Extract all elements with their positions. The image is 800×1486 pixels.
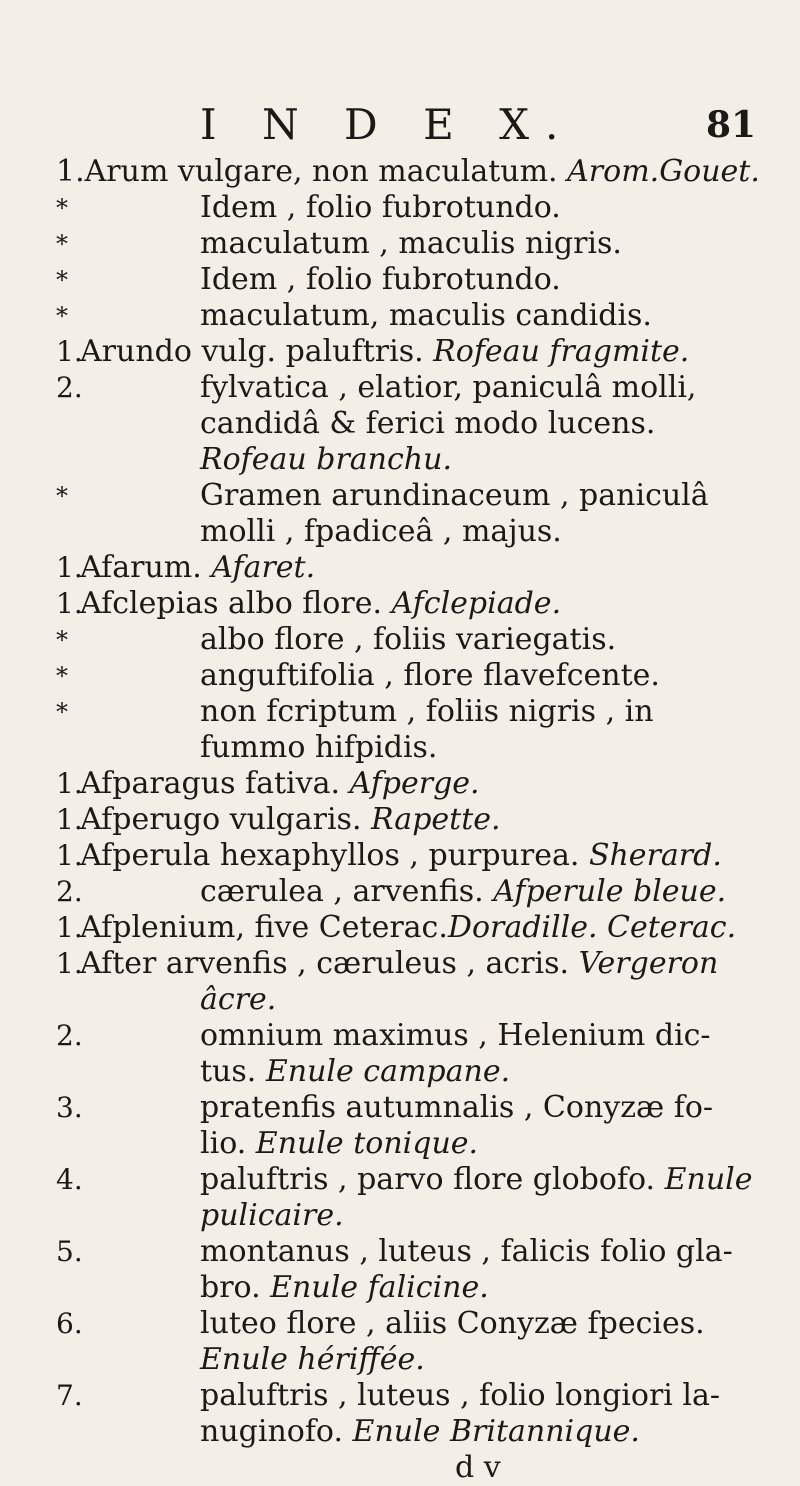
entry-text — [200, 406, 655, 442]
latin-text: luteo flore , aliis Conyzæ fpecies. — [200, 1306, 705, 1341]
index-line — [0, 622, 800, 658]
index-line — [0, 1342, 800, 1378]
latin-text: nuginofo. — [200, 1414, 353, 1449]
french-name: Enule hériffée. — [200, 1342, 425, 1377]
entry-number: 2. — [56, 875, 83, 908]
french-name: Vergeron — [578, 946, 719, 981]
page-header — [0, 100, 800, 149]
index-line — [0, 1090, 800, 1126]
entry-text — [200, 1054, 510, 1090]
entry-text — [80, 334, 689, 370]
index-line — [0, 1234, 800, 1270]
french-name: Sherard. — [588, 838, 722, 873]
latin-text: paluftris , luteus , folio longiori la- — [200, 1378, 721, 1413]
entry-text — [200, 874, 726, 910]
index-line — [0, 298, 800, 334]
entry-text — [200, 478, 709, 514]
latin-text: anguftifolia , flore flavefcente. — [200, 658, 660, 693]
entry-number: 1. — [56, 911, 83, 944]
index-line — [0, 370, 800, 406]
latin-text: paluftris , parvo flore globofo. — [200, 1162, 665, 1197]
index-line — [0, 658, 800, 694]
french-name: Doradille. Ceterac. — [447, 910, 737, 945]
entry-number: 3. — [56, 1091, 83, 1124]
entry-text — [200, 190, 561, 226]
index-line — [0, 874, 800, 910]
entry-text — [200, 658, 660, 694]
french-name: âcre. — [200, 982, 277, 1017]
entry-number: 1. — [56, 839, 83, 872]
index-line — [0, 442, 800, 478]
latin-text: montanus , luteus , falicis folio gla- — [200, 1234, 733, 1269]
latin-text: 1.Arum vulgare, non maculatum. — [56, 154, 568, 189]
asterisk-marker: * — [56, 302, 68, 330]
entry-text — [200, 262, 561, 298]
latin-text: lio. — [200, 1126, 256, 1161]
french-name: Enule falicine. — [270, 1270, 489, 1305]
latin-text: Arundo vulg. paluftris. — [80, 334, 434, 369]
index-line — [0, 730, 800, 766]
index-line — [0, 1198, 800, 1234]
latin-text: molli , fpadiceâ , majus. — [200, 514, 562, 549]
latin-text: Gramen arundinaceum , paniculâ — [200, 478, 709, 513]
index-line — [0, 1162, 800, 1198]
entry-text — [200, 298, 652, 334]
asterisk-marker: * — [56, 230, 68, 258]
entry-text — [200, 1126, 478, 1162]
index-line — [0, 1270, 800, 1306]
latin-text: After arvenfis , cæruleus , acris. — [80, 946, 579, 981]
index-line — [0, 802, 800, 838]
latin-text: maculatum, maculis candidis. — [200, 298, 652, 333]
entry-text — [200, 442, 452, 478]
entry-text — [200, 370, 696, 406]
entry-text — [80, 838, 722, 874]
entry-text — [200, 1342, 425, 1378]
index-line — [0, 1414, 800, 1450]
entry-text — [200, 226, 622, 262]
entry-number: 2. — [56, 371, 83, 404]
index-line — [0, 226, 800, 262]
asterisk-marker: * — [56, 482, 68, 510]
entry-number: 1. — [56, 335, 83, 368]
french-name: Afaret. — [211, 550, 316, 585]
index-line — [0, 154, 800, 190]
entry-text — [200, 1090, 713, 1126]
index-line — [0, 406, 800, 442]
latin-text: d v — [455, 1450, 501, 1485]
entry-text — [80, 946, 718, 982]
latin-text: Afclepias albo flore. — [80, 586, 392, 621]
index-entries — [0, 154, 800, 1486]
latin-text: omnium maximus , Helenium dic- — [200, 1018, 711, 1053]
entry-number: 5. — [56, 1235, 83, 1268]
asterisk-marker: * — [56, 698, 68, 726]
index-line — [0, 1378, 800, 1414]
entry-text — [200, 1270, 489, 1306]
latin-text: fummo hifpidis. — [200, 730, 438, 765]
index-line — [0, 1018, 800, 1054]
index-line — [0, 550, 800, 586]
entry-text — [80, 586, 561, 622]
entry-text — [200, 514, 562, 550]
entry-text — [200, 730, 437, 766]
asterisk-marker: * — [56, 626, 68, 654]
latin-text: Afplenium, five Ceterac. — [80, 910, 448, 945]
french-name: Enule — [664, 1162, 753, 1197]
entry-number: 1. — [56, 803, 83, 836]
index-line — [0, 334, 800, 370]
index-line — [0, 190, 800, 226]
entry-number: 1. — [56, 947, 83, 980]
entry-number: 7. — [56, 1379, 83, 1412]
index-line — [0, 1126, 800, 1162]
asterisk-marker: * — [56, 662, 68, 690]
latin-text: fylvatica , elatior, paniculâ molli, — [200, 370, 697, 405]
asterisk-marker: * — [56, 194, 68, 222]
latin-text: candidâ & ferici modo lucens. — [200, 406, 656, 441]
index-line — [0, 910, 800, 946]
entry-text — [200, 1306, 705, 1342]
latin-text: pratenfis autumnalis , Conyzæ fo- — [200, 1090, 714, 1125]
index-line — [0, 514, 800, 550]
entry-text — [200, 1234, 733, 1270]
latin-text: maculatum , maculis nigris. — [200, 226, 622, 261]
french-name: pulicaire. — [200, 1198, 344, 1233]
latin-text: bro. — [200, 1270, 271, 1305]
entry-text — [80, 550, 315, 586]
french-name: Afclepiade. — [391, 586, 562, 621]
entry-text — [80, 766, 480, 802]
french-name: Afperule bleue. — [493, 874, 727, 909]
latin-text: Afperula hexaphyllos , purpurea. — [80, 838, 589, 873]
latin-text: tus. — [200, 1054, 266, 1089]
entry-number: 6. — [56, 1307, 83, 1340]
index-line — [0, 262, 800, 298]
entry-text — [200, 694, 654, 730]
french-name: Rofeau fragmite. — [433, 334, 690, 369]
index-line — [0, 946, 800, 982]
index-line — [0, 1306, 800, 1342]
french-name: Enule tonique. — [255, 1126, 479, 1161]
entry-text — [200, 1018, 711, 1054]
index-line — [0, 1054, 800, 1090]
page-number: 81 — [706, 104, 757, 146]
latin-text: cærulea , arvenfis. — [200, 874, 494, 909]
french-name: Afperge. — [349, 766, 480, 801]
french-name: Enule campane. — [265, 1054, 511, 1089]
index-line — [0, 586, 800, 622]
entry-number: 4. — [56, 1163, 83, 1196]
entry-number: 2. — [56, 1019, 83, 1052]
french-name: Rofeau branchu. — [200, 442, 452, 477]
index-line — [0, 982, 800, 1018]
index-line — [0, 766, 800, 802]
entry-text — [200, 622, 616, 658]
entry-text — [200, 1414, 640, 1450]
french-name: Arom.Gouet. — [567, 154, 760, 189]
entry-text — [80, 802, 501, 838]
entry-number: 1. — [56, 767, 83, 800]
entry-text — [56, 154, 760, 190]
latin-text: Afparagus fativa. — [80, 766, 350, 801]
latin-text: albo flore , foliis variegatis. — [200, 622, 617, 657]
entry-text — [200, 1162, 753, 1198]
entry-number: 1. — [56, 551, 83, 584]
entry-number: 1. — [56, 587, 83, 620]
index-line — [0, 478, 800, 514]
entry-text — [455, 1450, 501, 1486]
entry-text — [200, 982, 276, 1018]
latin-text: non fcriptum , foliis nigris , in — [200, 694, 654, 729]
entry-text — [200, 1378, 720, 1414]
index-line — [0, 838, 800, 874]
asterisk-marker: * — [56, 266, 68, 294]
index-line — [0, 694, 800, 730]
latin-text: Idem , folio fubrotundo. — [200, 190, 561, 225]
entry-text — [200, 1198, 344, 1234]
french-name: Rapette. — [371, 802, 501, 837]
latin-text: Idem , folio fubrotundo. — [200, 262, 561, 297]
index-line — [0, 1450, 800, 1486]
index-title: I N D E X. — [200, 100, 575, 149]
french-name: Enule Britannique. — [352, 1414, 640, 1449]
latin-text: Afarum. — [80, 550, 212, 585]
latin-text: Afperugo vulgaris. — [80, 802, 372, 837]
entry-text — [80, 910, 736, 946]
